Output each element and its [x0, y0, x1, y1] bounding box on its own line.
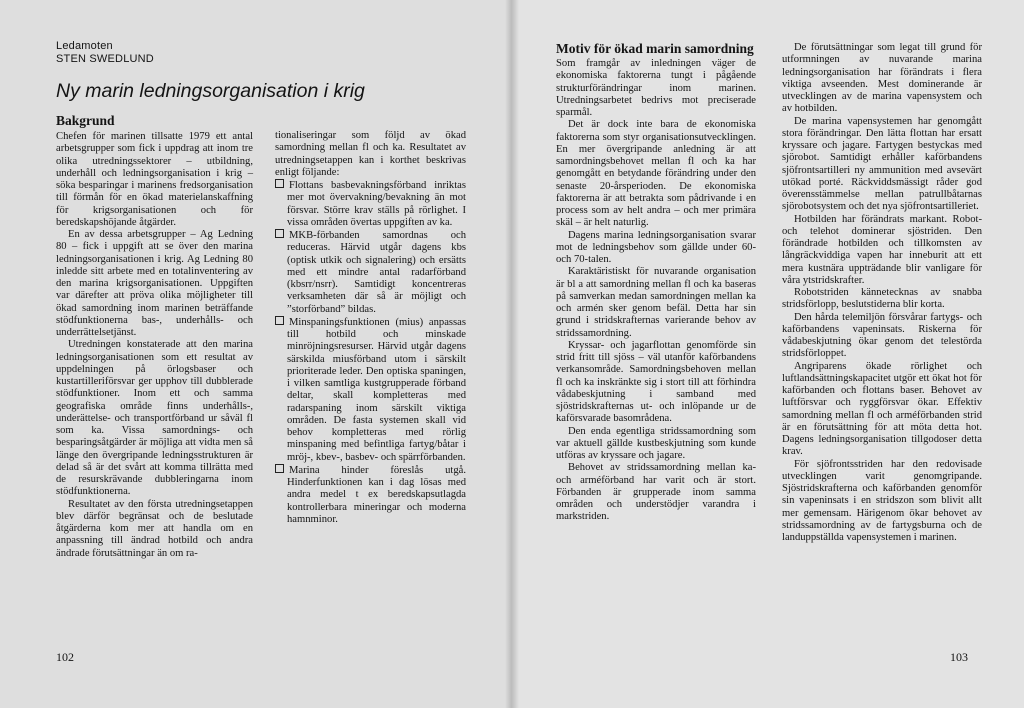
- page-number: 102: [56, 650, 74, 664]
- paragraph: Den enda egentliga stridssamordning som var aktuell gällde kustbeskjutning som kunde utföras av kryssare och jagare.: [556, 425, 756, 461]
- paragraph: Det är dock inte bara de ekonomiska faktorerna som styr organisationsutvecklingen. En mer övergripande anledning är att samordningsbehovet mellan fl och ka har genomgått en betydande förändring under den senaste 20-årsperioden. De ekonomiska faktorerna är att betrakta som pådrivande i en process som av helt andra – och mer primära skäl – är helt naturlig.: [556, 119, 756, 229]
- paragraph: Som framgår av inledningen väger de ekonomiska faktorerna tungt i pågående strukturförändringar inom marinen. Utredningsarbetet bedrivs mot preciserade sparmål.: [556, 58, 756, 118]
- bullet-item: Minspaningsfunktionen (mius) anpassas till hotbild och minskade minröjningsresurser. Härvid utgår dagens särskilda miusförband utom i särskilt prioriterade leder. Den optiska spaningen, i vilken samtliga kustgrupperade förband deltar, skall kompletteras med radarspaning inom särskilt viktiga områden. De fasta systemen skall vid behov kompletteras med rörlig minspaning med befintliga fartyg/båtar i mröj-, kbev-, basbev- och spärrförbanden.: [275, 316, 466, 464]
- checkbox-bullet-icon: [275, 179, 284, 188]
- right-page: [512, 0, 1024, 708]
- paragraph: Kryssar- och jagarflottan genomförde sin strid fritt till sjöss – väl utanför kaförbandens verkansområde. Samordningsbehoven mellan fl och ka inskränkte sig i stort till att förhindra vådabeskjutning i samband med sjöstridskrafternas ut- och inlöpande ur de kaförsvarade basområdena.: [556, 339, 756, 425]
- byline-name: STEN SWEDLUND: [56, 53, 154, 65]
- article-title: Ny marin ledningsorganisation i krig: [56, 80, 365, 102]
- checkbox-bullet-icon: [275, 229, 284, 238]
- byline: [56, 40, 154, 66]
- paragraph: Utredningen konstaterade att den marina ledningsorganisationen som ett resultat av uppdelningen på örlogsbaser och kustartilleriförsvar ger upphov till dubblerade stödfunktioner. Inom ett och samma geografiska område finns underhålls-, underättelse- och transportförband ur såväl fl som ka. Vissa samordnings- och besparingsåtgärder är möjliga att vidta men så länge den övergripande ledningsstrukturen är delad så är det svårt att komma tillrätta med de resurskrävande dubbleringarna inom stödfunktionerna.: [56, 339, 253, 498]
- paragraph: De förutsättningar som legat till grund för utformningen av nuvarande marina ledningsorganisation har förändrats i flera viktiga avseenden. Mest dominerande är utvecklingen av de marina vapensystem och av hotbilden.: [782, 42, 982, 115]
- book-gutter: [505, 0, 519, 708]
- bullet-item: MKB-förbanden samordnas och reduceras. Härvid utgår dagens kbs (optisk utkik och signalering) och ersätts med ett mindre antal radarförband (kbsrr/nsrr). Samtidigt koncentreras verksamheten där så är möjligt och ”storförband” bildas.: [275, 229, 466, 316]
- checkbox-bullet-icon: [275, 464, 284, 473]
- byline-role: Ledamoten: [56, 40, 113, 52]
- paragraph: En av dessa arbetsgrupper – Ag Ledning 80 – fick i uppgift att se över den marina ledningsorganisationen i krig. Ag Ledning 80 inledde sitt arbete med en totalinventering av den marina krigsorganisationen. Uppgiften var därefter att pröva olika möjligheter till ökad samordning inom marinen beträffande stödfunktionerna bas-, underhålls- och underrättelsetjänst.: [56, 229, 253, 338]
- paragraph: Hotbilden har förändrats markant. Robot- och telehot dominerar sjöstriden. Den förändrade hotbilden och tillkomsten av långräckviddiga vapen har inneburit att ett mera kustnära uppträdande blir vanligare för våra ytstridskrafter.: [782, 213, 982, 286]
- checkbox-bullet-icon: [275, 316, 284, 325]
- section-heading-motiv: Motiv för ökad marin samordning: [556, 41, 754, 56]
- page-number: 103: [950, 650, 968, 664]
- paragraph: tionaliseringar som följd av ökad samordning mellan fl och ka. Resultatet av utredningsetappen kan i korthet beskrivas enligt följande:: [275, 130, 466, 178]
- paragraph: Resultatet av den första utredningsetappen blev därför begränsat och de beslutade åtgärderna kom mer att handla om en anpassning till ändrad hotbild och andra ändrade förutsättningar än om ra-: [56, 498, 253, 559]
- paragraph: Robotstriden kännetecknas av snabba stridsförlopp, beslutstiderna blir korta.: [782, 287, 982, 311]
- bullet-item: Flottans basbevakningsförband inriktas mer mot övervakning/bevakning än mot försvar. Större krav ställs på rörlighet. I vissa områden övertas uppgiften av ka.: [275, 179, 466, 229]
- paragraph: Behovet av stridssamordning mellan ka- och arméförband har varit och är stort. Förbanden är grupperade inom samma områden och understödjer varandra i markstriden.: [556, 462, 756, 523]
- right-column-1: [556, 42, 756, 524]
- paragraph: Dagens marina ledningsorganisation svarar mot de ledningsbehov som gällde under 60- och 70-talen.: [556, 229, 756, 265]
- paragraph: Angriparens ökade rörlighet och luftlandsättningskapacitet utgör ett ökat hot för kaförbanden och flottans baser. Behovet av luftförsvar och ryggförsvar ökar. Effektiv samordning mellan fl och arméförbanden strid är en förutsättning för att möta detta hot. Dagens ledningsorganisation tillgodoser detta krav.: [782, 360, 982, 458]
- paragraph: Chefen för marinen tillsatte 1979 ett antal arbetsgrupper som fick i uppdrag att inom tre olika utredningssektorer – utbildning, underhåll och ledningsorganisation i krig – söka besparingar i marinens fredsorganisation till förmån för en ökad materielanskaffning för krigsorganisationen och för beredskapshöjande åtgärder.: [56, 131, 253, 228]
- paragraph: De marina vapensystemen har genomgått stora förändringar. Den lätta flottan har ersatt kryssare och jagare. Fartygen bestyckas med sjörobot. Samtidigt erhåller kaförbandens sjöfrontsartilleri ny ammunition med avsevärt utökad porté. Räckviddsmässigt råder god överensstämmelse mellan patrullbåtarnas sjörobotsystem och det nya sjöfrontsartilleriet.: [782, 115, 982, 213]
- section-heading-bakgrund: Bakgrund: [56, 113, 115, 128]
- right-column-2: [782, 42, 982, 544]
- paragraph: Den hårda telemiljön försvårar fartygs- och kaförbandens vapeninsats. Riskerna för vådabeskjutning ökar genom det telestörda stridsförloppet.: [782, 311, 982, 360]
- left-column-1: [56, 113, 253, 560]
- paragraph: För sjöfrontsstriden har den redovisade utvecklingen varit genomgripande. Sjöstridskrafterna och kaförbanden genomför sin vapeninsats i en stridszon som blivit allt mer gemensam. Härigenom ökar behovet av stridssamordning av de fartygsburna och de landuppställda vapensystemen i marinen.: [782, 458, 982, 543]
- bullet-item: Marina hinder föreslås utgå. Hinderfunktionen kan i dag lösas med andra medel t ex beredskapsutlagda kontrollerbara mineringar och moderna hamnminor.: [275, 464, 466, 526]
- left-column-2: [275, 130, 466, 526]
- paragraph: Karaktäristiskt för nuvarande organisation är bl a att samordning mellan fl och ka baseras på samverkan medan samordningen mellan ka och armén sker genom befäl. Detta har sin grund i stridskrafternas varierande behov av stridssamordning.: [556, 266, 756, 339]
